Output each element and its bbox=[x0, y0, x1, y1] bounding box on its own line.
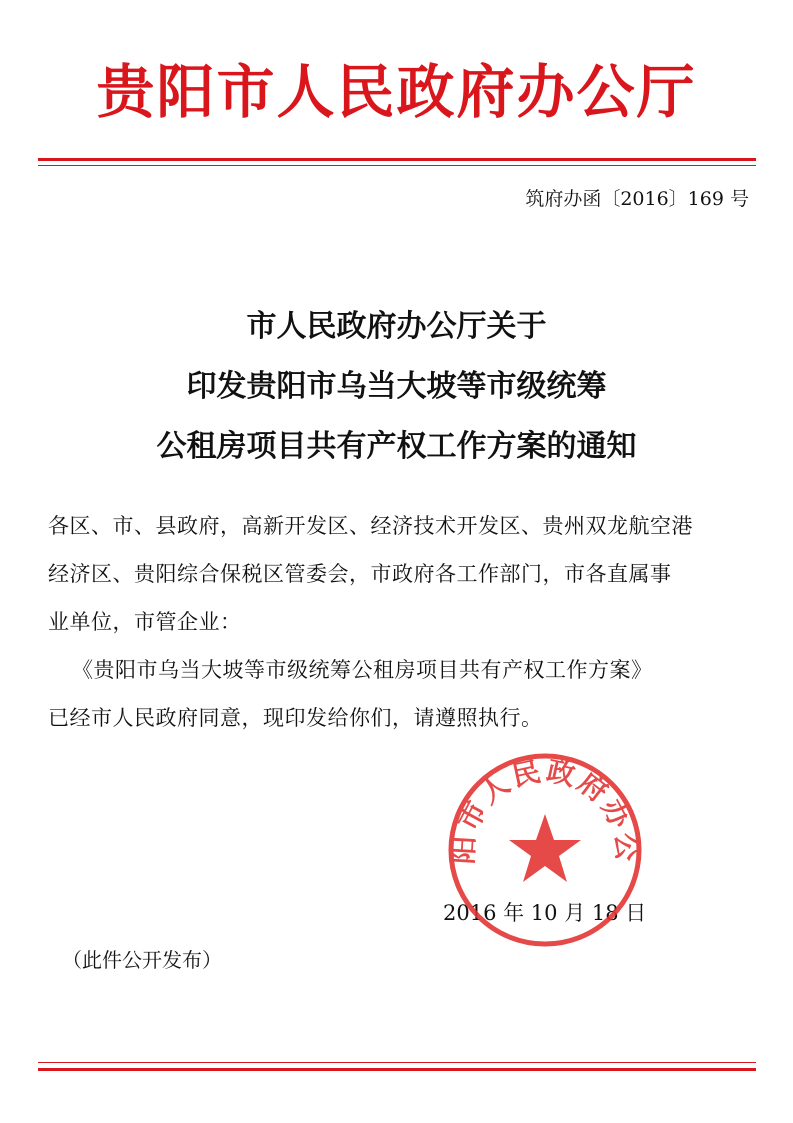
disclosure-note: （此件公开发布） bbox=[62, 948, 222, 972]
body-paragraph-line-2: 已经市人民政府同意，现印发给你们，请遵照执行。 bbox=[48, 706, 543, 730]
masthead-rule-thin bbox=[38, 165, 756, 166]
seal-text: 阳市人民政府办公 bbox=[446, 754, 644, 865]
signature-date: 2016 年 10 月 18 日 bbox=[443, 901, 647, 925]
addressee-line-1: 各区、市、县政府，高新开发区、经济技术开发区、贵州双龙航空港 bbox=[48, 514, 693, 538]
footer-rule-thin bbox=[38, 1062, 756, 1063]
seal-graphic bbox=[445, 750, 645, 950]
seal-star-icon bbox=[509, 814, 581, 882]
document-title-line-2: 印发贵阳市乌当大坡等市级统筹 bbox=[186, 369, 607, 404]
footer-rule-thick bbox=[38, 1068, 756, 1071]
document-title-line-1: 市人民政府办公厅关于 bbox=[246, 309, 547, 344]
document-title-line-3: 公租房项目共有产权工作方案的通知 bbox=[156, 429, 637, 464]
masthead-title: 贵阳市人民政府办公厅 bbox=[96, 58, 697, 126]
official-seal bbox=[445, 750, 645, 950]
addressee-line-3: 业单位，市管企业： bbox=[48, 610, 242, 634]
body-paragraph-line-1: 《贵阳市乌当大坡等市级统筹公租房项目共有产权工作方案》 bbox=[72, 658, 653, 682]
masthead-rule-thick bbox=[38, 158, 756, 161]
addressee-line-2: 经济区、贵阳综合保税区管委会，市政府各工作部门，市各直属事 bbox=[48, 562, 672, 586]
document-number: 筑府办函〔2016〕169 号 bbox=[525, 188, 749, 210]
